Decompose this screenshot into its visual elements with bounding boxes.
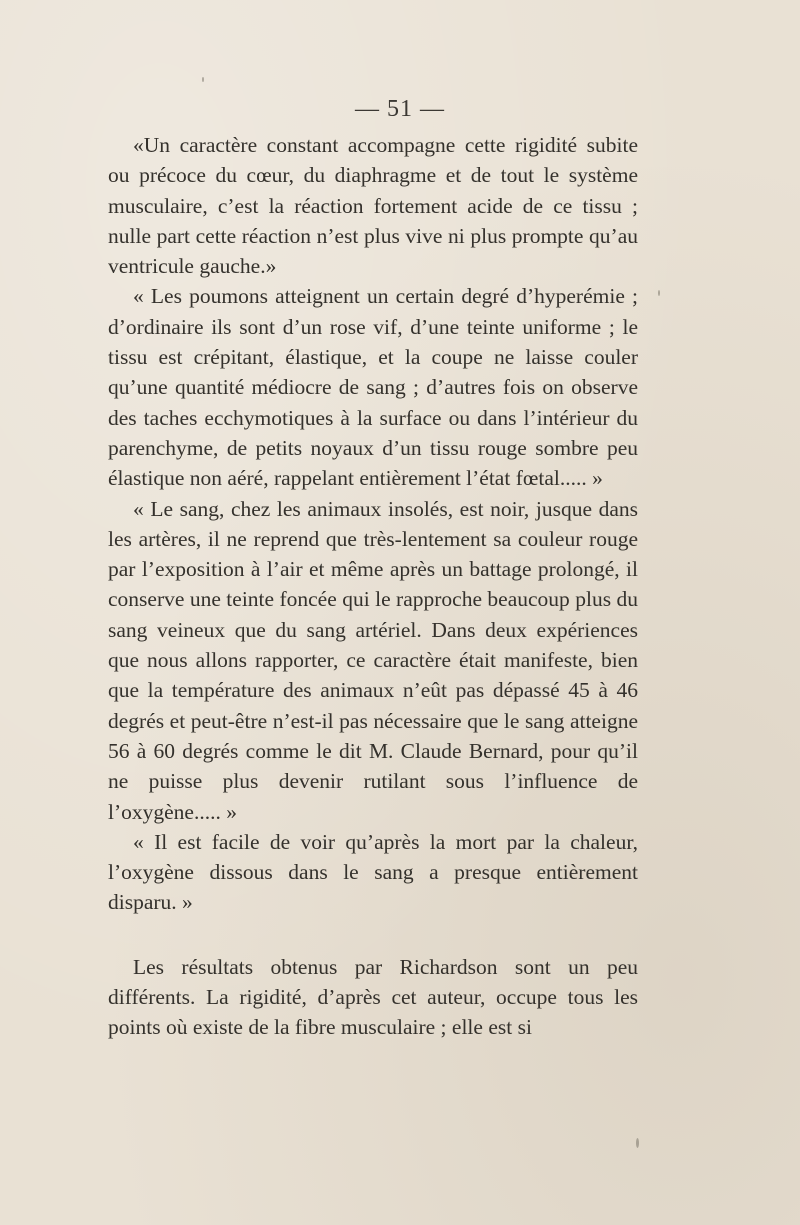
- page-number: — 51 —: [355, 96, 445, 122]
- quote-paragraph-1: «Un caractère constant accompagne cette rigidité subite ou précoce du cœur, du diaphragme et de tout le système musculaire, c’est la réaction fortement acide de ce tissu ; nulle part cette réaction n’est plus vive ni plus prompte qu’au ventricule gauche.»: [108, 133, 638, 279]
- body-text: [108, 130, 638, 1043]
- quote-paragraph-3: « Le sang, chez les animaux insolés, est noir, jusque dans les artères, il ne reprend que très-lentement sa couleur rouge par l’exposition à l’air et même après un battage prolongé, il conserve une teinte foncée qui le rapproche beaucoup plus du sang veineux que du sang artériel. Dans deux expériences que nous allons rapporter, ce caractère était manifeste, bien que la température des animaux n’eût pas dépassé 45 à 46 degrés et peut-être n’est-il pas nécessaire que le sang atteigne 56 à 60 degrés comme le dit M. Claude Bernard, pour qu’il ne puisse plus devenir rutilant sous l’influence de l’oxygène..... »: [108, 496, 638, 824]
- quote-paragraph-4: « Il est facile de voir qu’après la mort par la chaleur, l’oxygène dissous dans le sang a presque entièrement disparu. »: [108, 829, 638, 915]
- paper-speck: [658, 290, 660, 296]
- paper-speck: [202, 77, 204, 82]
- body-paragraph-5: Les résultats obtenus par Richardson sont un peu différents. La rigidité, d’après cet auteur, occupe tous les points où existe de la fibre musculaire ; elle est si: [108, 954, 638, 1040]
- paper-speck: [636, 1138, 639, 1148]
- quote-paragraph-2: « Les poumons atteignent un certain degré d’hyperémie ; d’ordinaire ils sont d’un rose vif, d’une teinte uniforme ; le tissu est crépitant, élastique, et la coupe ne laisse couler qu’une quantité médiocre de sang ; d’autres fois on observe des taches ecchymotiques à la surface ou dans l’intérieur du parenchyme, de petits noyaux d’un tissu rouge sombre peu élastique non aéré, rappelant entièrement l’état fœtal..... »: [108, 284, 638, 491]
